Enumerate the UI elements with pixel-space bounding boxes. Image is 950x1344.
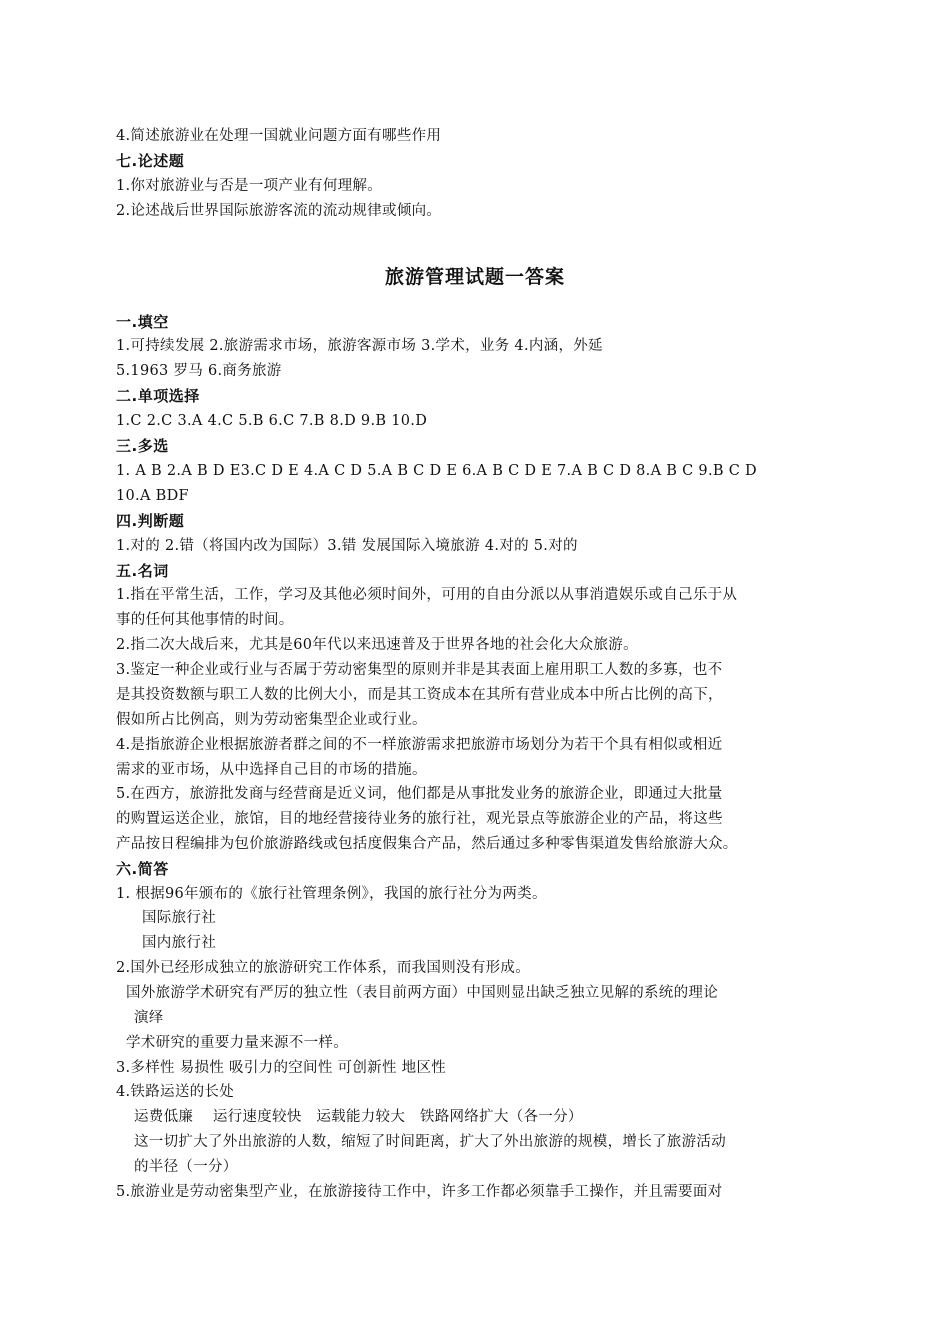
section-6-line: 4.铁路运送的长处 <box>116 1084 235 1100</box>
question-4: 4.简述旅游业在处理一国就业问题方面有哪些作用 <box>116 128 442 144</box>
section-6-line: 的半径（一分） <box>134 1159 238 1175</box>
section-4-line: 1.对的 2.错（将国内改为国际）3.错 发展国际入境旅游 4.对的 5.对的 <box>116 538 578 554</box>
section-5-line: 是其投资数额与职工人数的比例大小，而是其工资成本在其所有营业成本中所占比例的高下， <box>116 687 723 703</box>
section-6-line: 2.国外已经形成独立的旅游研究工作体系，而我国则没有形成。 <box>116 960 531 976</box>
section-6-line: 演绎 <box>134 1010 164 1026</box>
section-5-line: 4.是指旅游企业根据旅游者群之间的不一样旅游需求把旅游市场划分为若干个具有相似或相近 <box>116 737 723 753</box>
section-6-line: 国内旅行社 <box>142 935 216 951</box>
section-1-line: 5.1963 罗马 6.商务旅游 <box>116 363 282 379</box>
section-5-line: 5.在西方，旅游批发商与经营商是近义词，他们都是从事批发业务的旅游企业，即通过大批量 <box>116 786 723 802</box>
section-5-line: 产品按日程编排为包价旅游路线或包括度假集合产品，然后通过多种零售渠道发售给旅游大众。 <box>116 836 738 852</box>
section-3-heading: 三.多选 <box>116 437 169 455</box>
section-6-line: 1. 根据96年颁布的《旅行社管理条例》，我国的旅行社分为两类。 <box>116 886 547 902</box>
section-6-line: 学术研究的重要力量来源不一样。 <box>126 1035 348 1051</box>
section-2-heading: 二.单项选择 <box>116 387 200 405</box>
section-4-heading: 四.判断题 <box>116 512 185 530</box>
section-5-line: 事的任何其他事情的时间。 <box>116 612 294 628</box>
section-1-line: 1.可持续发展 2.旅游需求市场，旅游客源市场 3.学术，业务 4.内涵，外延 <box>116 338 603 354</box>
section-3-line: 1. A B 2.A B D E3.C D E 4.A C D 5.A B C D E 6.A B C D E 7.A B C D 8.A B C 9.B C D <box>116 463 757 479</box>
section-6-line: 运费低廉 运行速度较快 运载能力较大 铁路网络扩大（各一分） <box>134 1109 583 1125</box>
section-2-line: 1.C 2.C 3.A 4.C 5.B 6.C 7.B 8.D 9.B 10.D <box>116 413 428 429</box>
section-3-line: 10.A BDF <box>116 488 189 504</box>
section-6-line: 国外旅游学术研究有严厉的独立性（表目前两方面）中国则显出缺乏独立见解的系统的理论 <box>126 985 718 1001</box>
section-6-line: 3.多样性 易损性 吸引力的空间性 可创新性 地区性 <box>116 1060 447 1076</box>
section-6-heading: 六.简答 <box>116 860 169 878</box>
section-1-heading: 一.填空 <box>116 313 169 331</box>
section-5-line: 3.鉴定一种企业或行业与否属于劳动密集型的原则并非是其表面上雇用职工人数的多寡，也不 <box>116 662 723 678</box>
section-5-line: 的购置运送企业，旅馆，目的地经营接待业务的旅行社，观光景点等旅游企业的产品，将这些 <box>116 811 723 827</box>
section-6-line: 5.旅游业是劳动密集型产业，在旅游接待工作中，许多工作都必须靠手工操作，并且需要面对 <box>116 1184 723 1200</box>
section-5-line: 2.指二次大战后来，尤其是60年代以来迅速普及于世界各地的社会化大众旅游。 <box>116 637 638 653</box>
section-5-line: 需求的亚市场，从中选择自己目的市场的措施。 <box>116 762 427 778</box>
section-7-question-1: 1.你对旅游业与否是一项产业有何理解。 <box>116 178 383 194</box>
section-7-heading: 七.论述题 <box>116 152 185 170</box>
section-5-line: 1.指在平常生活，工作，学习及其他必须时间外，可用的自由分派以从事消遣娱乐或自己乐于从 <box>116 587 738 603</box>
section-6-line: 国际旅行社 <box>142 910 216 926</box>
answer-title: 旅游管理试题一答案 <box>384 266 565 288</box>
section-5-heading: 五.名词 <box>116 562 169 580</box>
section-5-line: 假如所占比例高，则为劳动密集型企业或行业。 <box>116 712 427 728</box>
section-6-line: 这一切扩大了外出旅游的人数，缩短了时间距离，扩大了外出旅游的规模，增长了旅游活动 <box>134 1134 726 1150</box>
section-7-question-2: 2.论述战后世界国际旅游客流的流动规律或倾向。 <box>116 203 442 219</box>
